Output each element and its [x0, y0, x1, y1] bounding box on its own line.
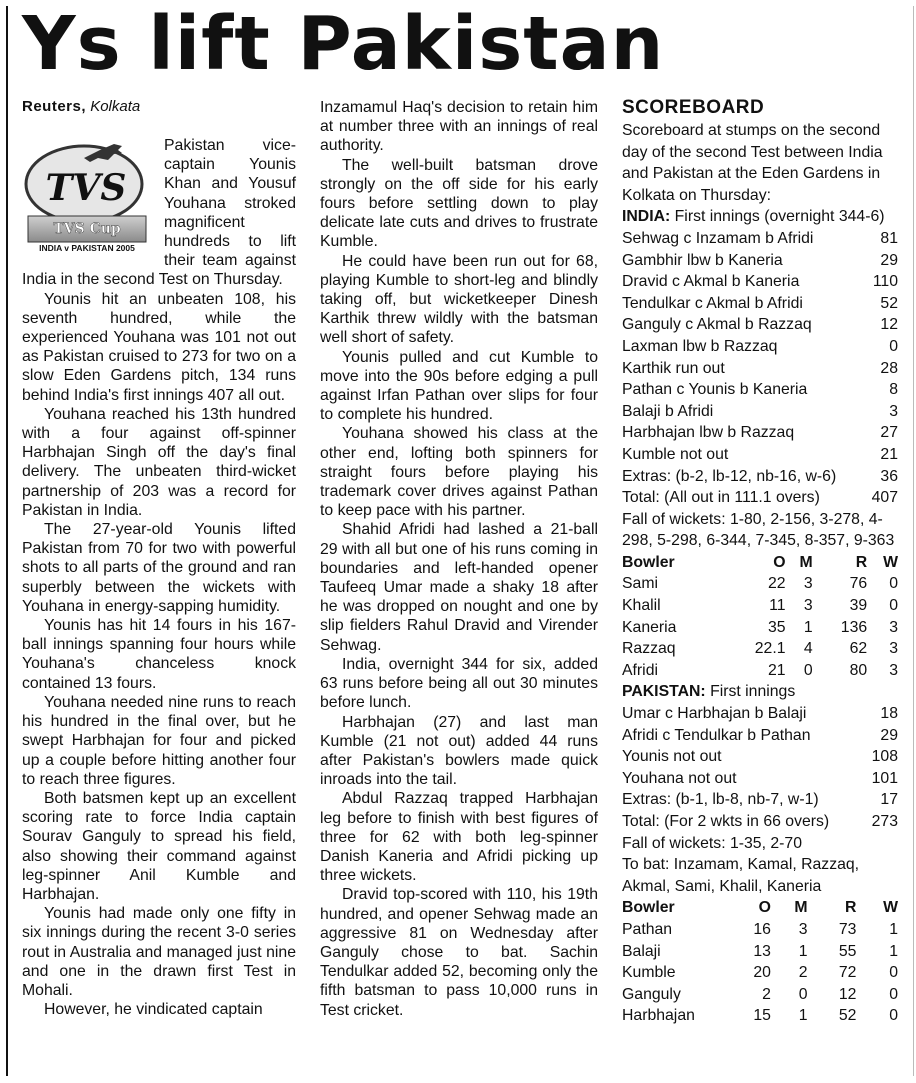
india-batting-list — [622, 228, 898, 509]
overs: 35 — [767, 618, 786, 636]
runs-conceded: 76 — [849, 575, 868, 593]
batsman: Karthik run out — [622, 359, 725, 377]
batsman: Afridi c Tendulkar b Pathan — [622, 726, 811, 744]
total-row — [622, 811, 898, 833]
paragraph: Dravid top-scored with 110, his 19th hundred, and opener Sehwag made an aggressive 81 on Wednesday after Ganguly chose to bat. Sachin Tendulkar added 52, becoming only the fifth batsman to pass 10,000 runs in Test cricket. — [320, 886, 598, 1019]
runs-conceded: 39 — [849, 597, 868, 615]
paragraph: Younis pulled and cut Kumble to move into the 90s before edging a pull against Irfan Pathan over slips for four to complete his hundred. — [320, 348, 598, 424]
col-wickets: W — [883, 899, 898, 917]
pakistan-to-bat: To bat: Inzamam, Kamal, Razzaq, Akmal, Sami, Khalil, Kaneria — [622, 856, 860, 895]
batsman: Pathan c Younis b Kaneria — [622, 381, 808, 399]
runs: 52 — [880, 294, 898, 312]
logo-caption: TVS Cup — [53, 221, 121, 237]
col-maidens: M — [799, 553, 813, 571]
byline-agency: Reuters, — [22, 98, 87, 115]
wickets: 0 — [889, 964, 898, 982]
runs: 81 — [880, 229, 898, 247]
maidens: 1 — [798, 1007, 808, 1025]
paragraph: Inzamamul Haq's decision to retain him at number three with an innings of real authority. — [320, 99, 598, 155]
maidens: 2 — [798, 964, 808, 982]
col-wickets: W — [883, 553, 898, 571]
batting-row — [622, 379, 898, 401]
article-column-2 — [320, 98, 598, 1020]
extras-value: 36 — [880, 467, 898, 485]
paragraph: Abdul Razzaq trapped Harbhajan leg before to finish with best figures of three for 62 with both leg-spinner Danish Kaneria and Afridi picking up three wickets. — [320, 790, 598, 885]
batting-row — [622, 401, 898, 423]
batsman: Tendulkar c Akmal b Afridi — [622, 294, 803, 312]
runs: 29 — [880, 726, 898, 744]
runs-conceded: 73 — [838, 920, 857, 938]
bowling-header-row — [622, 552, 898, 574]
paragraph: Younis hit an unbeaten 108, his seventh hundred, while the experienced Youhana was 101 not out as Pakistan cruised to 273 for two on a slow Eden Gardens pitch, 134 runs behind India's first innings 407 all out. — [22, 290, 296, 404]
wickets: 0 — [889, 597, 898, 615]
paragraph: He could have been run out for 68, playing Kumble to short-leg and blindly taking off, but wicketkeeper Dinesh Karthik threw wildly with the batsman well short of safety. — [320, 252, 598, 347]
paragraph: The well-built batsman drove strongly on the off side for his early fours before settling down to play delicate late cuts and drives to frustrate Kumble. — [320, 156, 598, 251]
batting-row — [622, 293, 898, 315]
logo-brand: TVS — [45, 167, 127, 209]
pakistan-innings-label: First innings — [710, 683, 796, 701]
col-runs: R — [855, 553, 868, 571]
runs: 21 — [880, 445, 898, 463]
paragraph: Youhana showed his class at the other end, lofting both spinners for straight fours before playing his trademark cover drives against Pathan to keep pace with his partner. — [320, 425, 598, 520]
paragraph: Youhana needed nine runs to reach his hundred in the final over, but he swept Harbhajan for four and picked up a couple before hitting another four to reach three figures. — [22, 693, 296, 788]
bowling-row — [622, 617, 898, 639]
bowler-name: Ganguly — [622, 985, 681, 1003]
bowler-name: Khalil — [622, 597, 661, 615]
runs-conceded: 12 — [838, 985, 857, 1003]
batsman: Balaji b Afridi — [622, 402, 714, 420]
runs-conceded: 62 — [849, 640, 868, 658]
maidens: 1 — [803, 618, 813, 636]
scoreboard-intro: Scoreboard at stumps on the second day of the second Test between India and Pakistan at the Eden Gardens in Kolkata on Thursday: — [622, 122, 883, 204]
bowler-name: Kumble — [622, 964, 676, 982]
maidens: 3 — [803, 575, 813, 593]
paragraph: However, he vindicated captain — [44, 1001, 263, 1019]
runs-conceded: 55 — [838, 942, 857, 960]
wickets: 0 — [889, 1007, 898, 1025]
runs: 29 — [880, 251, 898, 269]
paragraph: Shahid Afridi had lashed a 21-ball 29 with all but one of his runs coming in boundaries and left-handed opener Taufeeq Umar made a shaky 18 after he was dropped on nought and one by slip fielders Rahul Dravid and Virender Sehwag. — [320, 521, 598, 654]
wickets: 3 — [889, 640, 898, 658]
india-innings-label: First innings (overnight 344-6) — [674, 208, 885, 226]
batsman: Youhana not out — [622, 769, 737, 787]
runs: 12 — [880, 316, 898, 334]
overs: 22 — [767, 575, 786, 593]
batsman: Laxman lbw b Razzaq — [622, 337, 778, 355]
batsman: Umar c Harbhajan b Balaji — [622, 705, 807, 723]
maidens: 3 — [803, 597, 813, 615]
pakistan-innings-heading — [622, 681, 898, 703]
extras-label: Extras: (b-2, lb-12, nb-16, w-6) — [622, 467, 837, 485]
col-maidens: M — [794, 899, 808, 917]
runs: 27 — [880, 424, 898, 442]
runs: 101 — [871, 769, 898, 787]
right-page-edge — [913, 6, 914, 1076]
scoreboard-title: SCOREBOARD — [622, 97, 765, 118]
extras-row — [622, 789, 898, 811]
bowling-header-row — [622, 897, 898, 919]
runs: 8 — [889, 381, 898, 399]
batting-row — [622, 271, 898, 293]
pakistan-bowling-table — [622, 552, 898, 682]
pakistan-fall-of-wickets: Fall of wickets: 1-35, 2-70 — [622, 834, 802, 852]
bowling-row — [622, 984, 898, 1006]
batsman: Gambhir lbw b Kaneria — [622, 251, 783, 269]
batting-row — [622, 336, 898, 358]
bowling-row — [622, 660, 898, 682]
bowling-row — [622, 1005, 898, 1027]
paragraph: Youhana reached his 13th hundred with a four against off-spinner Harbhajan Singh off the day's final delivery. The unbeaten third-wicket partnership of 203 was a record for Pakistan in India. — [22, 405, 296, 519]
wickets: 0 — [889, 985, 898, 1003]
bowling-row — [622, 638, 898, 660]
runs-conceded: 80 — [849, 661, 868, 679]
overs: 13 — [753, 942, 771, 960]
col-bowler: Bowler — [622, 553, 675, 571]
runs: 110 — [872, 273, 898, 291]
batting-row — [622, 422, 898, 444]
col-bowler: Bowler — [622, 899, 675, 917]
batting-row — [622, 444, 898, 466]
maidens: 3 — [798, 920, 808, 938]
batsman: Dravid c Akmal b Kaneria — [622, 273, 800, 291]
overs: 21 — [767, 661, 786, 679]
bowling-row — [622, 919, 898, 941]
extras-label: Extras: (b-1, lb-8, nb-7, w-1) — [622, 791, 819, 809]
total-label: Total: (For 2 wkts in 66 overs) — [622, 813, 830, 830]
wickets: 1 — [889, 920, 898, 938]
total-value: 407 — [871, 489, 898, 507]
batting-row — [622, 768, 898, 790]
scoreboard — [622, 96, 898, 1027]
batsman: Sehwag c Inzamam b Afridi — [622, 229, 814, 247]
batting-row — [622, 250, 898, 272]
bowler-name: Pathan — [622, 920, 673, 938]
col-overs: O — [758, 899, 771, 917]
batting-row — [622, 746, 898, 768]
logo-subtitle: INDIA v PAKISTAN 2005 — [39, 243, 135, 253]
maidens: 1 — [798, 942, 808, 960]
paragraph: Pakistan vice-captain Younis Khan and Yousuf Youhana stroked magnificent hundreds to lift their team against India in the second Test on Thursday. — [22, 137, 296, 289]
extras-value: 17 — [880, 791, 898, 809]
batting-row — [622, 358, 898, 380]
col-overs: O — [773, 553, 786, 571]
total-value: 273 — [871, 813, 898, 830]
overs: 20 — [753, 964, 771, 982]
article-column-1 — [22, 136, 296, 1019]
batsman: Ganguly c Akmal b Razzaq — [622, 316, 812, 334]
batting-row — [622, 228, 898, 250]
paragraph: The 27-year-old Younis lifted Pakistan from 70 for two with powerful shots to all parts of the ground and ran superbly between the wickets with Youhana in energy-sapping humidity. — [22, 521, 296, 615]
wickets: 3 — [889, 618, 898, 636]
runs-conceded: 136 — [840, 618, 868, 636]
total-label: Total: (All out in 111.1 overs) — [622, 489, 820, 507]
overs: 15 — [753, 1007, 771, 1025]
batting-row — [622, 725, 898, 747]
india-fall-of-wickets: Fall of wickets: 1-80, 2-156, 3-278, 4-298, 5-298, 6-344, 7-345, 8-357, 9-363 — [622, 510, 895, 550]
bowler-name: Harbhajan — [622, 1007, 695, 1025]
paragraph: Younis had made only one fifty in six innings during the recent 3-0 series rout in Australia and managed just nine and one in the drawn first Test in Mohali. — [22, 905, 296, 999]
batsman: Kumble not out — [622, 445, 729, 463]
pakistan-team-label: PAKISTAN: — [622, 683, 706, 701]
paragraph: Harbhajan (27) and last man Kumble (21 not out) added 44 runs after Pakistan's bowlers made quick inroads into the tail. — [320, 713, 598, 789]
bowling-row — [622, 941, 898, 963]
wickets: 1 — [889, 942, 898, 960]
bowler-name: Razzaq — [622, 640, 676, 658]
left-column-rule — [6, 6, 8, 1076]
tvs-cup-logo — [22, 136, 154, 254]
extras-row — [622, 466, 898, 488]
pakistan-batting-list — [622, 703, 898, 833]
runs: 0 — [889, 337, 898, 355]
bowler-name: Kaneria — [622, 618, 677, 636]
bowling-row — [622, 962, 898, 984]
maidens: 4 — [803, 640, 813, 658]
paragraph: Younis has hit 14 fours in his 167-ball innings spanning four hours while Youhana's chanceless knock contained 13 fours. — [22, 617, 296, 692]
overs: 2 — [762, 985, 771, 1003]
bowler-name: Balaji — [622, 942, 661, 960]
overs: 11 — [769, 597, 786, 615]
wickets: 3 — [889, 661, 898, 679]
total-row — [622, 487, 898, 509]
bowler-name: Afridi — [622, 661, 658, 679]
paragraph: India, overnight 344 for six, added 63 runs before being all out 30 minutes before lunch. — [320, 655, 598, 712]
paragraph: Both batsmen kept up an excellent scoring rate to force India captain Sourav Ganguly to spread his field, also showing their command against leg-spinner Anil Kumble and Harbhajan. — [22, 789, 296, 903]
runs: 108 — [871, 748, 898, 766]
maidens: 0 — [803, 661, 813, 679]
overs: 22.1 — [754, 640, 786, 658]
byline — [22, 98, 140, 116]
headline: Ys lift Pakistan — [22, 1, 665, 87]
bowling-row — [622, 595, 898, 617]
india-innings-heading — [622, 206, 898, 228]
batsman: Younis not out — [622, 748, 722, 766]
byline-place: Kolkata — [90, 98, 141, 115]
maidens: 0 — [798, 985, 808, 1003]
india-team-label: INDIA: — [622, 208, 671, 226]
runs: 3 — [889, 402, 898, 420]
batsman: Harbhajan lbw b Razzaq — [622, 424, 795, 442]
batting-row — [622, 703, 898, 725]
bowler-name: Sami — [622, 575, 658, 593]
runs-conceded: 52 — [838, 1007, 857, 1025]
bowling-row — [622, 573, 898, 595]
wickets: 0 — [889, 575, 898, 593]
batting-row — [622, 314, 898, 336]
runs: 18 — [880, 705, 898, 723]
col-runs: R — [845, 899, 857, 917]
runs: 28 — [880, 359, 898, 377]
overs: 16 — [753, 920, 771, 938]
india-bowling-table — [622, 897, 898, 1027]
runs-conceded: 72 — [838, 964, 857, 982]
